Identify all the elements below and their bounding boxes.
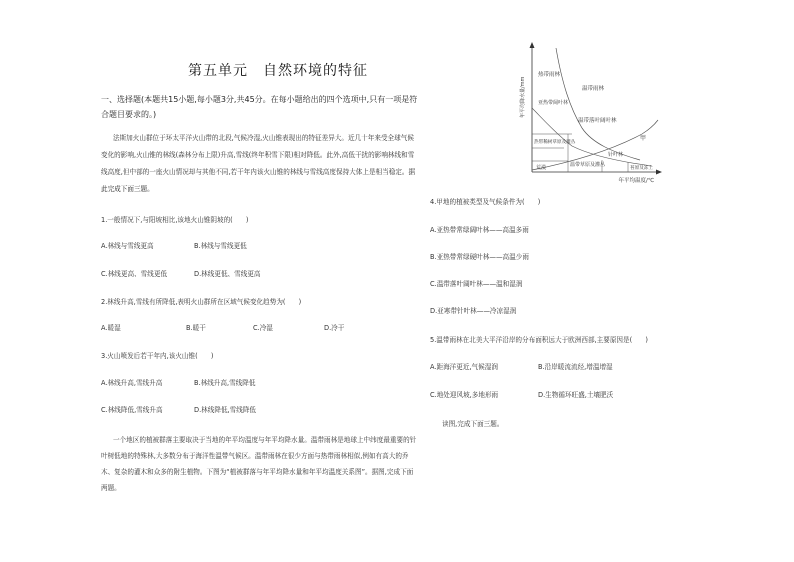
figure-paragraph — [101, 432, 419, 496]
y-axis-label: 年平均降水量/mm — [520, 76, 526, 118]
question-2-stem: 2.林线升高,雪线有所降低,表明火山群所在区域气候变化趋势为( ) — [101, 298, 302, 306]
question-3-option-a[interactable]: A.林线升高,雪线升高 — [101, 379, 163, 387]
question-3-option-c[interactable]: C.林线降低,雪线升高 — [101, 406, 163, 414]
question-2-option-a[interactable]: A.暖湿 — [101, 324, 121, 332]
question-1-stem: 1.一般情况下,与阳坡相比,该地火山锥阴坡的( ) — [101, 216, 249, 224]
x-axis-label: 年平均温度/℃ — [618, 178, 654, 184]
figure-paragraph-tail: 据图,完成下面两题。 — [101, 468, 414, 492]
y-axis-arrow — [530, 42, 535, 48]
question-5-option-a[interactable]: A.距海洋更近,气候湿润 — [430, 363, 498, 371]
intro-paragraph — [101, 130, 419, 198]
intro-tail: 据此完成下面三题。 — [101, 168, 416, 193]
question-4-option-b[interactable]: B.亚热带常绿硬叶林——高温少雨 — [430, 253, 529, 261]
question-1-option-a[interactable]: A.林线与雪线更高 — [101, 242, 154, 250]
question-2-option-b[interactable]: B.暖干 — [186, 324, 206, 332]
question-3-option-b[interactable]: B.林线升高,雪线降低 — [194, 379, 256, 387]
region-label-savanna: 热带稀树草原及灌丛 — [534, 140, 576, 145]
region-label-subtropical-broadleaf: 亚热带阔叶林 — [538, 100, 569, 106]
question-3-stem: 3.火山喷发后若干年内,该火山锥( ) — [101, 352, 214, 360]
question-1-option-c[interactable]: C.林线更高、雪线更低 — [101, 270, 168, 278]
question-1-option-b[interactable]: B.林线与雪线更低 — [194, 242, 247, 250]
region-label-tundra: 苔原及冻土 — [630, 166, 653, 171]
x-axis-arrow — [656, 170, 662, 175]
region-label-deciduous-forest: 温带落叶阔叶林 — [578, 118, 617, 124]
page-title: 第五单元 自然环境的特征 — [188, 63, 368, 79]
boundary-curve-middle — [532, 108, 652, 166]
section-header: 一、选择题(本题共15小题,每小题3分,共45分。在每小题给出的四个选项中,只有一项是符合题目要求的。) — [101, 95, 418, 119]
region-label-coniferous-forest: 针叶林 — [608, 152, 624, 158]
question-5-stem: 5.温带雨林在北美大平洋沿岸的分布面积远大于欧洲西部,主要原因是( ) — [430, 336, 648, 344]
intro-body: 法斯加火山群位于环太平洋火山带的北段,气候冷湿,火山锥表现出的特征差异大。近几十年来受全球气候变化的影响,火山锥的林线(森林分布上限)升高,雪线(终年积雪下限)相对降低。此外,高低干扰的影响林线和雪线高度,但中部的一座火山情况却与其他不同,若干年内该火山锥的林线与雪线高度保持大体上是相当稳定。 — [101, 134, 415, 176]
region-label-temperate-grassland: 温带草原及灌丛 — [570, 162, 606, 168]
vegetation-climate-diagram — [512, 38, 662, 190]
question-4-option-d[interactable]: D.亚寒带针叶林——冷凉湿润 — [430, 307, 517, 315]
region-label-tropical-rainforest: 热带雨林 — [538, 72, 561, 78]
read-figure-instruction: 读图,完成下面三题。 — [442, 420, 504, 428]
region-label-temperate-rainforest: 温带雨林 — [582, 86, 605, 92]
question-1-option-d[interactable]: D.林线更低、雪线更高 — [194, 270, 261, 278]
question-4-option-a[interactable]: A.亚热带常绿阔叶林——高温多雨 — [430, 226, 529, 234]
marker-jia: 甲 — [640, 135, 647, 142]
question-5-option-c[interactable]: C.地处迎风坡,多地形雨 — [430, 391, 499, 399]
region-label-desert: 荒漠 — [536, 165, 547, 171]
question-4-option-c[interactable]: C.温带落叶阔叶林——温和湿润 — [430, 280, 523, 288]
question-4-stem: 4.甲地的植被类型及气候条件为( ) — [430, 198, 541, 206]
question-5-option-b[interactable]: B.沿岸暖流流经,增温增湿 — [538, 363, 613, 371]
question-2-option-c[interactable]: C.冷湿 — [253, 324, 273, 332]
question-2-option-d[interactable]: D.冷干 — [324, 324, 345, 332]
figure-paragraph-body: 一个地区的植被群落主要取决于当地的年平均温度与年平均降水量。温带雨林是地球上中纬度最重要的针叶树低地的特殊林,大多数分布于海洋性温带气候区。温带雨林在很少方面与热带雨林相似,例如有高大的乔木、复杂的灌木和众多的附生植物。下图为“植被群落与年平均降水量和年平均温度关系图”。 — [101, 436, 417, 476]
question-5-option-d[interactable]: D.生物循环旺盛,土壤肥沃 — [538, 391, 614, 399]
question-3-option-d[interactable]: D.林线降低,雪线降低 — [194, 406, 257, 414]
